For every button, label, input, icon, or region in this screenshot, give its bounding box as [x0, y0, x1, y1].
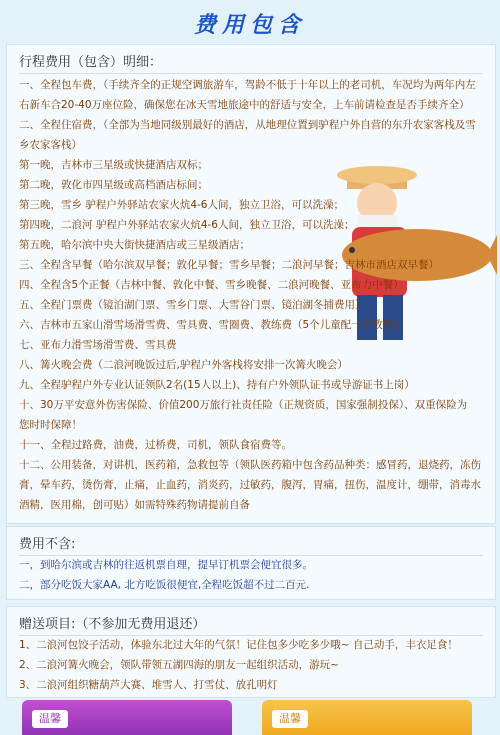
exclude-line: 一，到哈尔滨或吉林的往返机票自理，提早订机票会便宜很多。	[19, 559, 313, 571]
notice-label: 温馨	[32, 710, 68, 728]
header	[0, 0, 500, 44]
include-line: 十二、公用装备，对讲机，医药箱，急救包等（领队医药箱中包含药品种类：感冒药，退烧药，冻伤	[19, 459, 481, 471]
gift-line: 1、二浪河包饺子活动，体验东北过大年的气氛！记住包多少吃多少哦~ 自己动手，丰衣足食！	[19, 639, 458, 651]
include-title: 行程费用（包含）明细：	[19, 55, 163, 70]
include-line: 第一晚，吉林市三星级或快捷酒店双标；	[19, 159, 208, 171]
notice-banner-right	[262, 700, 472, 735]
include-line: 六、吉林市五家山滑雪场滑雪费、雪具费、雪圈费、教练费（5个儿童配一个教练）	[19, 319, 404, 331]
gift-panel	[6, 606, 496, 698]
gift-line: 2、二浪河篝火晚会，领队带领五湖四海的朋友一起组织活动，游玩~	[19, 659, 339, 671]
include-line: 第三晚，雪乡 驴程户外驿站农家火炕4-6人间，独立卫浴，可以洗澡；	[19, 199, 344, 211]
include-line: 第二晚，敦化市四星级或高档酒店标间；	[19, 179, 208, 191]
include-line: 第四晚，二浪河 驴程户外驿站农家火炕4-6人间，独立卫浴，可以洗澡；	[19, 219, 355, 231]
include-line: 一、全程包车费，（手续齐全的正规空调旅游车，驾龄不低于十年以上的老司机，车况均为两年内左	[19, 79, 476, 91]
include-line: 第五晚，哈尔滨中央大街快捷酒店或三星级酒店；	[19, 239, 250, 251]
include-line: 膏，晕车药，烫伤膏，止痛，止血药，消炎药，过敏药，腹泻，胃痛，扭伤，温度计，绷带，消毒水	[19, 479, 481, 491]
include-line: 右新车合20-40万座位险，确保您在冰天雪地旅途中的舒适与安全，上车前请检查是否手续齐全）	[19, 99, 470, 111]
include-line: 九、全程驴程户外专业认证领队2名(15人以上)、持有户外领队证书或导游证书上岗）	[19, 379, 415, 391]
include-line: 四、全程含5个正餐（吉林中餐、敦化中餐、雪乡晚餐、二浪河晚餐、亚布力中餐）	[19, 279, 404, 291]
divider	[19, 73, 483, 74]
include-line: 七、亚布力滑雪场滑雪费、雪具费	[19, 339, 177, 351]
include-line: 八、篝火晚会费（二浪河晚饭过后,驴程户外客栈将安排一次篝火晚会）	[19, 359, 348, 371]
include-line: 酒精，医用棉，创可贴）如需特殊药物请提前自备	[19, 499, 250, 511]
include-line: 十、30万平安意外伤害保险、价值200万旅行社责任险（正规资质，国家强制投保）、双重保险为	[19, 399, 468, 411]
notice-banner-left	[22, 700, 232, 735]
exclude-panel	[6, 526, 496, 600]
include-line: 乡农家客栈）	[19, 139, 82, 151]
gift-line: 3、二浪河组织糖葫芦大赛、堆雪人、打雪仗、放孔明灯	[19, 679, 278, 691]
exclude-line: 二，部分吃饭大家AA, 北方吃饭很便宜,全程吃饭超不过二百元.	[19, 579, 310, 591]
include-line: 您时时保障！	[19, 419, 82, 431]
include-line: 二、全程住宿费，（全部为当地同级别最好的酒店，从地理位置到驴程户外自营的东升农家客栈及雪	[19, 119, 476, 131]
include-panel	[6, 44, 496, 524]
gift-title: 赠送项目:（不参加无费用退还）	[19, 617, 206, 632]
include-line: 十一、全程过路费，油费，过桥费，司机，领队食宿费等。	[19, 439, 292, 451]
notice-label: 温馨	[272, 710, 308, 728]
page-title: 费用包含	[193, 13, 306, 38]
exclude-title: 费用不含:	[19, 537, 76, 552]
include-line: 五、全程门票费（镜泊湖门票、雪乡门票、大雪谷门票、镜泊湖冬捕费用）	[19, 299, 366, 311]
include-line: 三、全程含早餐（哈尔滨双早餐；敦化早餐；雪乡早餐；二浪河早餐；吉林市酒店双早餐）	[19, 259, 439, 271]
